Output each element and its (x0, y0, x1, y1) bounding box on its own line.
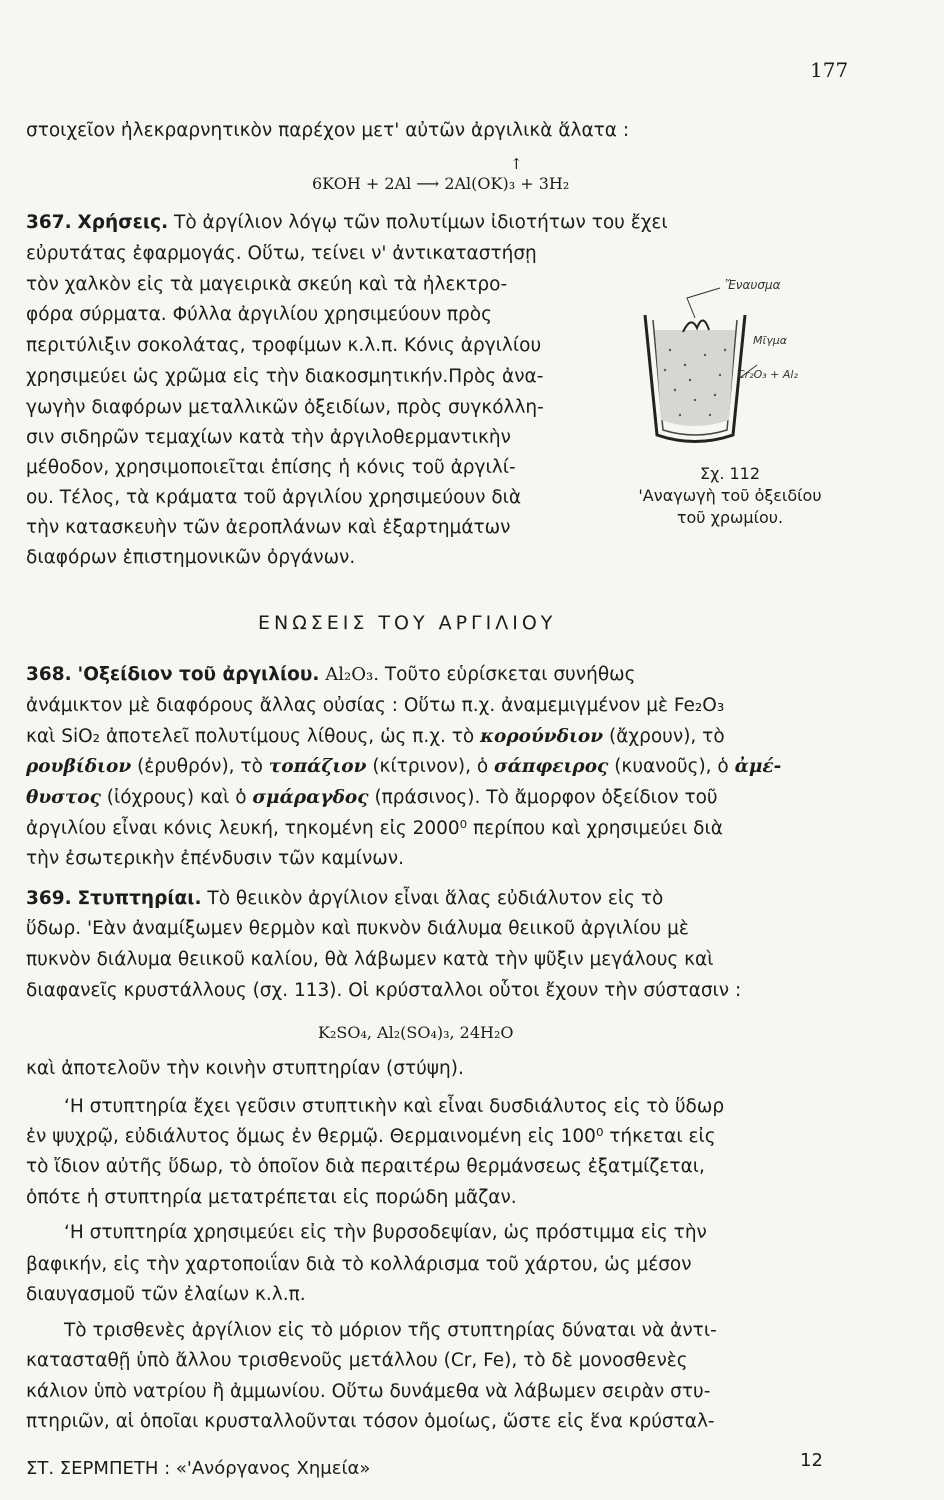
s368-number: 368. (26, 664, 72, 685)
s369-line-1 (26, 884, 906, 914)
figure-112 (625, 270, 850, 460)
s368-l3a: καὶ SiO₂ ἀποτελεῖ πολυτίμους λίθους, ὡς π.χ. τὸ (26, 726, 475, 747)
caption-line-1: 'Αναγωγὴ τοῦ ὀξειδίου (638, 486, 822, 505)
s369-number: 369. (26, 888, 72, 909)
page-number: 177 (810, 58, 849, 82)
s367-title: Χρήσεις. (77, 212, 169, 233)
s369-after-6: ‘Η στυπτηρία χρησιμεύει εἰς τὴν βυρσοδεψίαν, ὡς πρόστιμμα εἰς τὴν (64, 1222, 707, 1243)
s367-text: Τὸ ἀργίλιον λόγῳ τῶν πολυτίμων ἰδιοτήτων του ἔχει (174, 212, 668, 233)
s368-l5b: (πράσινος). Τὸ ἄμορφον ὀξείδιον τοῦ (374, 787, 718, 808)
s369-after-1: καὶ ἀποτελοῦν τὴν κοινὴν στυπτηρίαν (στύψη). (26, 1058, 464, 1079)
term-topaz: τοπάζιον (268, 756, 367, 777)
s369-after-11: κάλιον ὑπὸ νατρίου ἢ ἀμμωνίου. Οὕτω δυνάμεθα νὰ λάβωμεν σειρὰν στυ- (26, 1381, 711, 1402)
crucible-drawing (625, 270, 850, 460)
s367-line-2: εὐρυτάτας ἐφαρμογάς. Οὕτω, τείνει ν' ἀντικαταστήσῃ (26, 243, 537, 264)
s367-line-7: γωγὴν διαφόρων μεταλλικῶν ὀξειδίων, πρὸς συγκόλλη- (26, 397, 544, 418)
s369-after-4: τὸ ἴδιον αὐτῆς ὕδωρ, τὸ ὁποῖον διὰ περαιτέρω θερμάνσεως ἐξατμίζεται, (26, 1156, 705, 1177)
label-ignition: Ἔναυσμα (725, 278, 781, 292)
s367-line-12: διαφόρων ἐπιστημονικῶν ὀργάνων. (26, 547, 356, 568)
s367-line-8: σιν σιδηρῶν τεμαχίων κατὰ τὴν ἀργιλοθερμαντικὴν (26, 427, 511, 448)
s369-text: Τὸ θειικὸν ἀργίλιον εἶναι ἅλας εὐδιάλυτον εἰς τὸ (207, 888, 664, 909)
s368-l4b: (κίτρινον), ὁ (372, 756, 489, 777)
figure-112-caption (610, 463, 850, 529)
label-mixture: Μῖγμα (753, 334, 787, 347)
s369-after-12: πτηριῶν, αἱ ὁποῖαι κρυσταλλοῦνται τόσον ὁμοίως, ὥστε εἰς ἕνα κρύσταλ- (26, 1411, 715, 1432)
s368-l4a: (ἐρυθρόν), τὸ (137, 756, 263, 777)
s367-line-6: χρησιμεύει ὡς χρῶμα εἰς τὴν διακοσμητικήν.Πρὸς ἀνα- (26, 366, 544, 387)
s369-after-2: ‘Η στυπτηρία ἔχει γεῦσιν στυπτικὴν καὶ εἶναι δυσδιάλυτος εἰς τὸ ὕδωρ (64, 1096, 725, 1117)
s368-text: Τοῦτο εὑρίσκεται συνήθως (384, 664, 636, 685)
s367-line-11: τὴν κατασκευὴν τῶν ἀεροπλάνων καὶ ἐξαρτημάτων (26, 517, 511, 538)
s368-line-5 (26, 783, 718, 813)
footer-left: ΣΤ. ΣΕΡΜΠΕΤΗ : «'Ανόργανος Χημεία» (26, 1458, 371, 1479)
equation-1: 6KOH + 2Al ⟶ 2Al(OK)₃ + 3H₂ (312, 174, 570, 193)
s369-title: Στυπτηρίαι. (77, 888, 202, 909)
s368-l3b: (ἄχρουν), τὸ (609, 726, 725, 747)
s368-line-1 (26, 660, 906, 690)
gas-arrow-icon: ↑ (510, 155, 523, 173)
footer-right: 12 (800, 1450, 823, 1471)
caption-number: Σχ. 112 (699, 464, 761, 483)
s368-line-7: τὴν ἐσωτερικὴν ἐπένδυσιν τῶν καμίνων. (26, 848, 404, 869)
term-amethyst-start: ἀμέ- (734, 756, 782, 777)
term-corundum: κορούνδιον (480, 726, 604, 747)
s369-after-7: βαφικήν, εἰς τὴν χαρτοποιΐαν διὰ τὸ κολλάρισμα τοῦ χάρτου, ὡς μέσον (26, 1254, 692, 1275)
s369-after-5: ὁπότε ἡ στυπτηρία μετατρέπεται εἰς πορώδη μᾶζαν. (26, 1187, 517, 1208)
s368-l5a: (ἰόχρους) καὶ ὁ (106, 787, 247, 808)
term-sapphire: σάπφειρος (494, 756, 609, 777)
section-heading: ΕΝΩΣΕΙΣ ΤΟΥ ΑΡΓΙΛΙΟΥ (258, 612, 557, 634)
s369-after-9: Τὸ τρισθενὲς ἀργίλιον εἰς τὸ μόριον τῆς στυπτηρίας δύναται νὰ ἀντι- (64, 1320, 717, 1341)
s369-line-2: ὕδωρ. 'Εὰν ἀναμίξωμεν θερμὸν καὶ πυκνὸν διάλυμα θειικοῦ ἀργιλίου μὲ (26, 918, 689, 939)
label-mixture-formula: Cr₂O₃ + Al₂ (737, 368, 798, 381)
s367-line-5: περιτύλιξιν σοκολάτας, τροφίμων κ.λ.π. Κόνις ἀργιλίου (26, 335, 542, 356)
alum-formula: K₂SO₄, Al₂(SO₄)₃, 24H₂O (318, 1023, 514, 1042)
s369-line-3: πυκνὸν διάλυμα θειικοῦ καλίου, θὰ λάβωμεν κατὰ τὴν ψῦξιν μεγάλους καὶ (26, 949, 714, 970)
term-emerald: σμάραγδος (252, 787, 369, 808)
s368-line-6: ἀργιλίου εἶναι κόνις λευκή, τηκομένη εἰς 2000⁰ περίπου καὶ χρησιμεύει διὰ (26, 818, 723, 839)
s368-title: 'Οξείδιον τοῦ ἀργιλίου. (77, 664, 320, 685)
s368-line-4 (26, 752, 781, 782)
s367-line-4: φόρα σύρματα. Φύλλα ἀργιλίου χρησιμεύουν πρὸς (26, 304, 492, 325)
term-ruby: ρουβίδιον (26, 756, 132, 777)
s368-l4c: (κυανοῦς), ὁ (614, 756, 729, 777)
s368-line-3 (26, 722, 725, 752)
s369-after-8: διαυγασμοῦ τῶν ἐλαίων κ.λ.π. (26, 1284, 306, 1305)
s367-line-9: μέθοδον, χρησιμοποιεῖται ἐπίσης ἡ κόνις τοῦ ἀργιλί- (26, 457, 516, 478)
s367-line-1 (26, 208, 846, 238)
s367-line-10: ου. Τέλος, τὰ κράματα τοῦ ἀργιλίου χρησιμεύουν διὰ (26, 487, 522, 508)
term-amethyst-end: θυστος (26, 787, 101, 808)
s367-number: 367. (26, 212, 72, 233)
s368-line-2: ἀνάμικτον μὲ διαφόρους ἄλλας οὐσίας : Οὕτω π.χ. ἀναμεμιγμένον μὲ Fe₂O₃ (26, 695, 725, 716)
s369-after-3: ἐν ψυχρῷ, εὐδιάλυτος ὅμως ἐν θερμῷ. Θερμαινομένη εἰς 100⁰ τήκεται εἰς (26, 1126, 716, 1147)
caption-line-2: τοῦ χρωμίου. (676, 508, 784, 527)
s368-formula: Al₂O₃. (325, 664, 379, 685)
s369-after-10: κατασταθῇ ὑπὸ ἄλλου τρισθενοῦς μετάλλου (Cr, Fe), τὸ δὲ μονοσθενὲς (26, 1350, 688, 1371)
s369-line-4: διαφανεῖς κρυστάλλους (σχ. 113). Οἱ κρύσταλλοι οὗτοι ἔχουν τὴν σύστασιν : (26, 980, 742, 1001)
intro-line: στοιχεῖον ἠλεκραρνητικὸν παρέχον μετ' αὐτῶν ἀργιλικὰ ἅλατα : (26, 120, 630, 141)
s367-line-3: τὸν χαλκὸν εἰς τὰ μαγειρικὰ σκεύη καὶ τὰ ἠλεκτρο- (26, 274, 508, 295)
